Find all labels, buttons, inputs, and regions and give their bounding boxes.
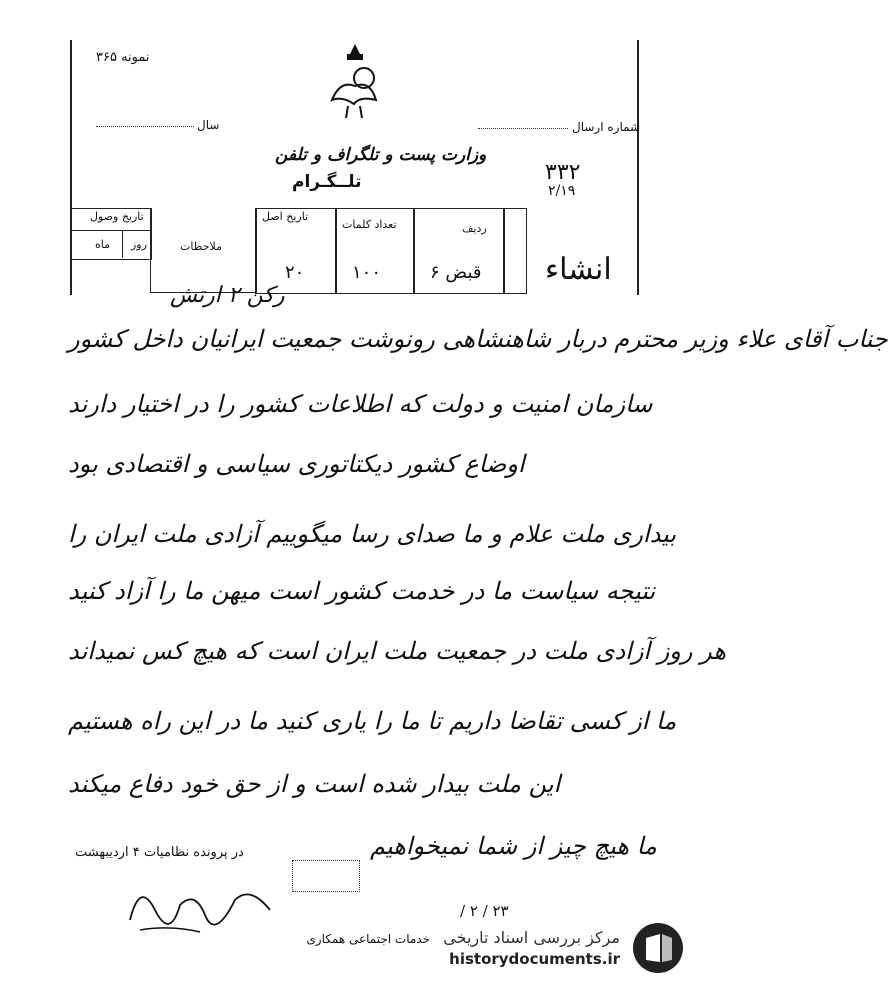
letter-line-1: رکن ۲ ارتش	[170, 283, 285, 308]
month-header: ماه	[95, 238, 111, 251]
bottom-date-note: ۲۳ / ۲ /	[460, 902, 509, 920]
day-month-divider	[122, 230, 123, 258]
letter-line-5: بیداری ملت علام و ما صدای رسا میگوییم آزادی ملت ایران را	[68, 520, 677, 548]
receipt-date-split	[70, 230, 150, 231]
watermark-org: مرکز بررسی اسناد تاریخی	[443, 928, 620, 947]
remarks-header: ملاحظات	[180, 240, 222, 253]
send-number-date: ۲/۱۹	[548, 183, 576, 199]
ministry-title: وزارت پست و تلگراف و تلفن	[275, 145, 487, 165]
receipt-date-header: تاریخ وصول	[90, 210, 144, 223]
day-header: روز	[131, 238, 147, 251]
send-number-dotted-line	[478, 128, 568, 129]
letter-line-2: جناب آقای علاء وزیر محترم دربار شاهنشاهی رونوشت جمعیت ایرانیان داخل کشور	[68, 325, 888, 353]
signature-scribble	[120, 870, 280, 940]
form-model-number: نمونه ۳۶۵	[96, 50, 150, 65]
letter-line-4: اوضاع کشور دیکتاتوری سیاسی و اقتصادی بود	[68, 450, 525, 478]
send-number-label: شماره ارسال	[572, 120, 641, 134]
form-type-title: تلــگـرام	[292, 172, 362, 192]
letter-line-10: ما هیچ چیز از شما نمیخواهیم	[370, 832, 657, 860]
archive-logo-icon	[630, 920, 686, 976]
word-count-value: ۱۰۰	[352, 262, 382, 283]
lion-and-sun-emblem	[320, 40, 390, 120]
stamp-box	[292, 860, 360, 892]
row-value: قبض ۶	[430, 262, 482, 283]
word-count-header: تعداد کلمات	[342, 218, 397, 231]
letter-line-7: هر روز آزادی ملت در جمعیت ملت ایران است که هیچ کس نمیداند	[68, 637, 726, 665]
sender-mark: انشاء	[545, 252, 612, 287]
letter-line-6: نتیجه سیاست ما در خدمت کشور است میهن ما را آزاد کنید	[68, 577, 656, 605]
letter-line-8: ما از کسی تقاضا داریم تا ما را یاری کنید ما در این راه هستیم	[68, 707, 677, 735]
letter-line-9: این ملت بیدار شده است و از حق خود دفاع میکند	[68, 770, 561, 798]
orig-date-header: تاریخ اصل	[262, 210, 309, 223]
send-number-handwritten: ۳۳۲	[545, 160, 581, 185]
year-label: سال	[197, 118, 220, 132]
watermark-sub: خدمات اجتماعی همکاری	[306, 932, 430, 946]
row-header: ردیف	[462, 222, 487, 235]
year-dotted-line	[96, 126, 194, 127]
margin-note: در پرونده نظامیات ۴ اردیبهشت	[75, 845, 244, 860]
narrow-cell	[503, 208, 527, 294]
orig-date-value: ۲۰	[285, 262, 305, 283]
letter-line-3: سازمان امنیت و دولت که اطلاعات کشور را در اختیار دارند	[68, 390, 653, 418]
watermark-url: historydocuments.ir	[449, 950, 620, 968]
